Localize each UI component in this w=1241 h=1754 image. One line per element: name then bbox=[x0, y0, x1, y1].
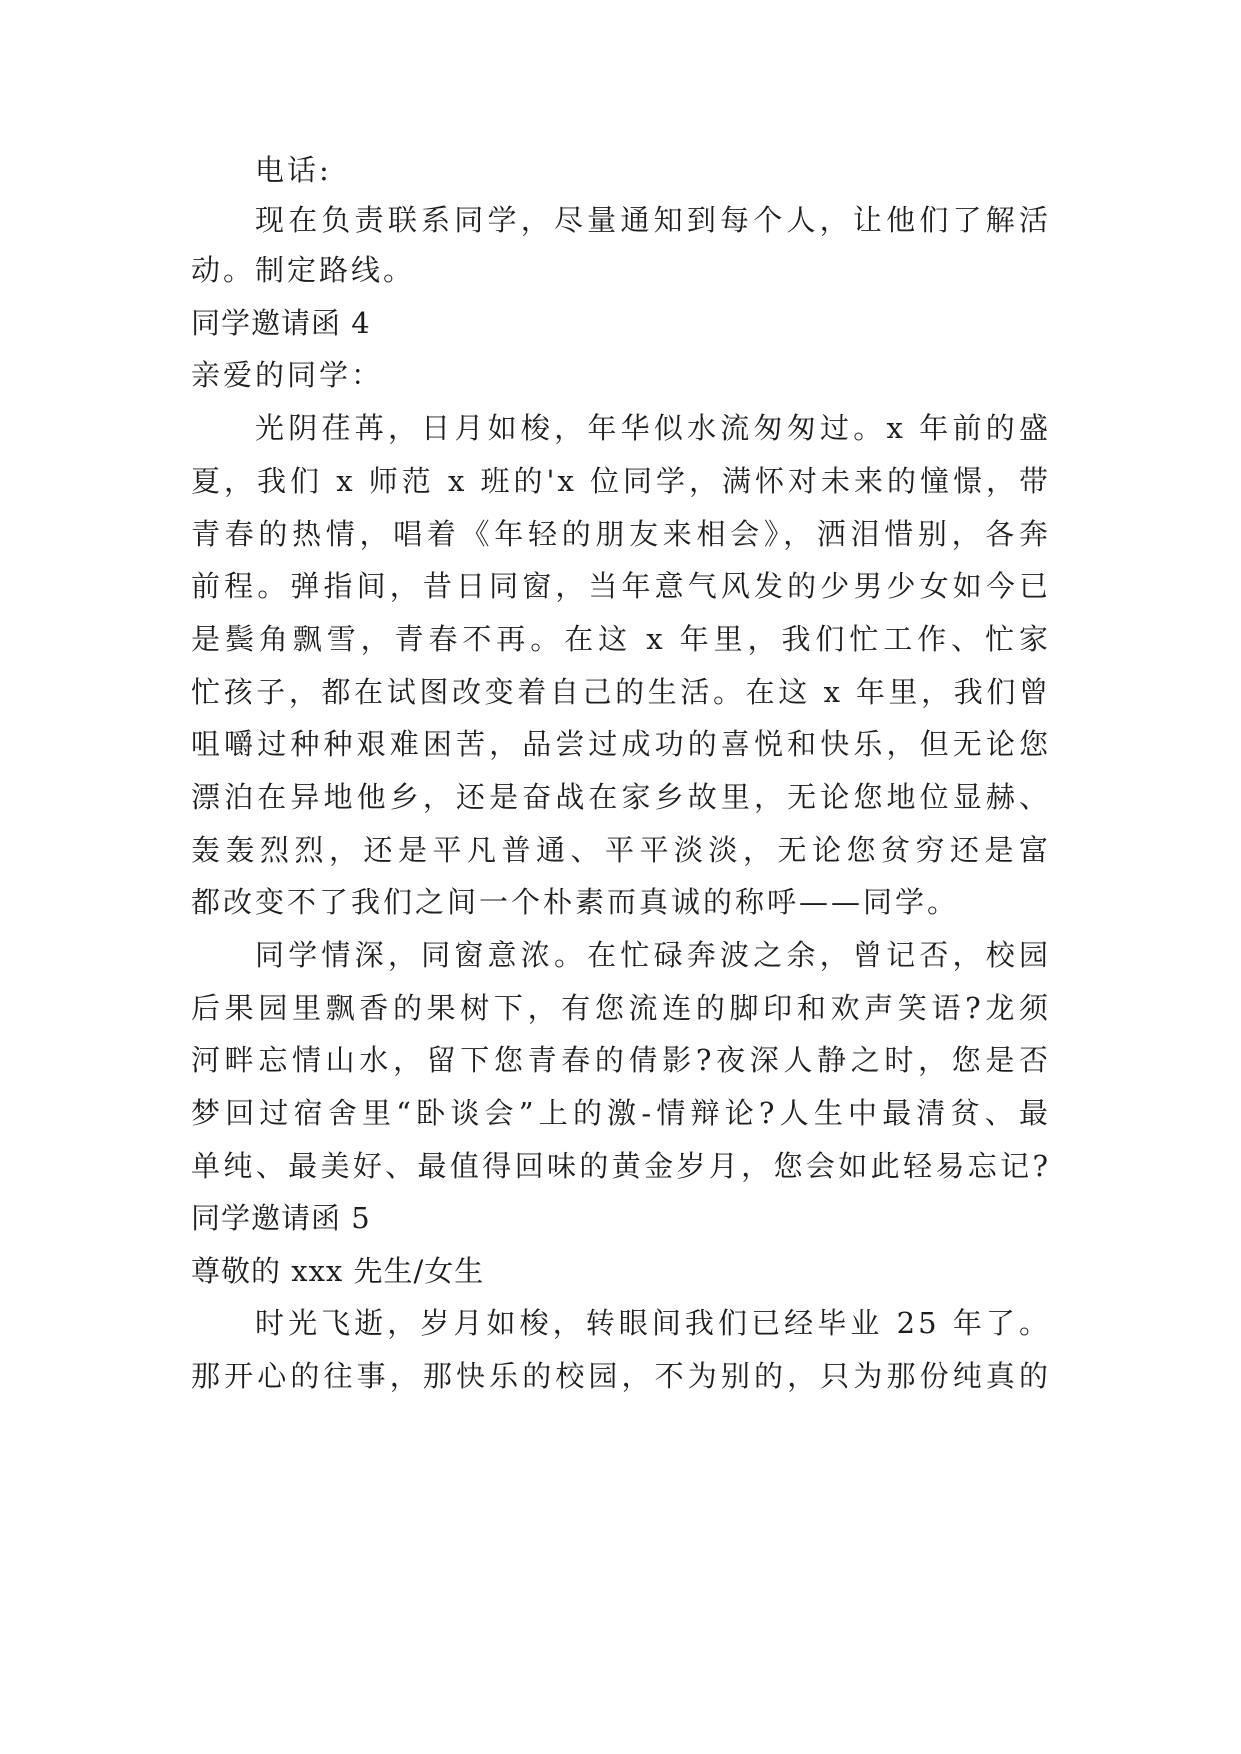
paragraph-line: 咀嚼过种种艰难困苦，品尝过成功的喜悦和快乐，但无论您 bbox=[191, 727, 1051, 761]
paragraph-line: 轰轰烈烈，还是平凡普通、平平淡淡，无论您贫穷还是富 bbox=[191, 833, 1051, 867]
paragraph-line: 时光飞逝，岁月如梭，转眼间我们已经毕业 25 年了。 bbox=[255, 1306, 1051, 1340]
paragraph-line: 忙孩子，都在试图改变着自己的生活。在这 x 年里，我们曾 bbox=[191, 675, 1051, 709]
paragraph-line: 都改变不了我们之间一个朴素而真诚的称呼——同学。 bbox=[191, 885, 960, 919]
paragraph-line: 前程。弹指间，昔日同窗，当年意气风发的少男少女如今已 bbox=[191, 569, 1051, 603]
paragraph-line: 单纯、最美好、最值得回味的黄金岁月，您会如此轻易忘记? bbox=[191, 1149, 1051, 1183]
section-heading-5: 同学邀请函 5 bbox=[191, 1201, 371, 1235]
paragraph-line: 梦回过宿舍里“卧谈会”上的激-情辩论?人生中最清贫、最 bbox=[191, 1096, 1051, 1130]
paragraph-line: 是鬓角飘雪，青春不再。在这 x 年里，我们忙工作、忙家 bbox=[191, 622, 1051, 656]
paragraph-line: 那开心的往事，那快乐的校园，不为别的，只为那份纯真的 bbox=[191, 1359, 1051, 1393]
salutation: 亲爱的同学： bbox=[191, 358, 384, 392]
paragraph-line: 青春的热情，唱着《年轻的朋友来相会》，洒泪惜别，各奔 bbox=[191, 517, 1051, 551]
paragraph-line: 动。制定路线。 bbox=[191, 253, 416, 287]
paragraph-line: 河畔忘情山水，留下您青春的倩影?夜深人静之时，您是否 bbox=[191, 1043, 1051, 1077]
paragraph-line: 漂泊在异地他乡，还是奋战在家乡故里，无论您地位显赫、 bbox=[191, 780, 1051, 814]
phone-label: 电话: bbox=[255, 153, 332, 187]
paragraph-line: 同学情深，同窗意浓。在忙碌奔波之余，曾记否，校园 bbox=[255, 938, 1051, 972]
section-heading-4: 同学邀请函 4 bbox=[191, 306, 371, 340]
paragraph-line: 后果园里飘香的果树下，有您流连的脚印和欢声笑语?龙须 bbox=[191, 991, 1051, 1025]
paragraph-line: 夏，我们 x 师范 x 班的'x 位同学，满怀对未来的憧憬，带 bbox=[191, 464, 1051, 498]
paragraph-line: 光阴荏苒，日月如梭，年华似水流匆匆过。x 年前的盛 bbox=[255, 411, 1051, 445]
paragraph-line: 现在负责联系同学，尽量通知到每个人，让他们了解活 bbox=[255, 203, 1051, 237]
salutation: 尊敬的 xxx 先生/女生 bbox=[191, 1254, 485, 1288]
